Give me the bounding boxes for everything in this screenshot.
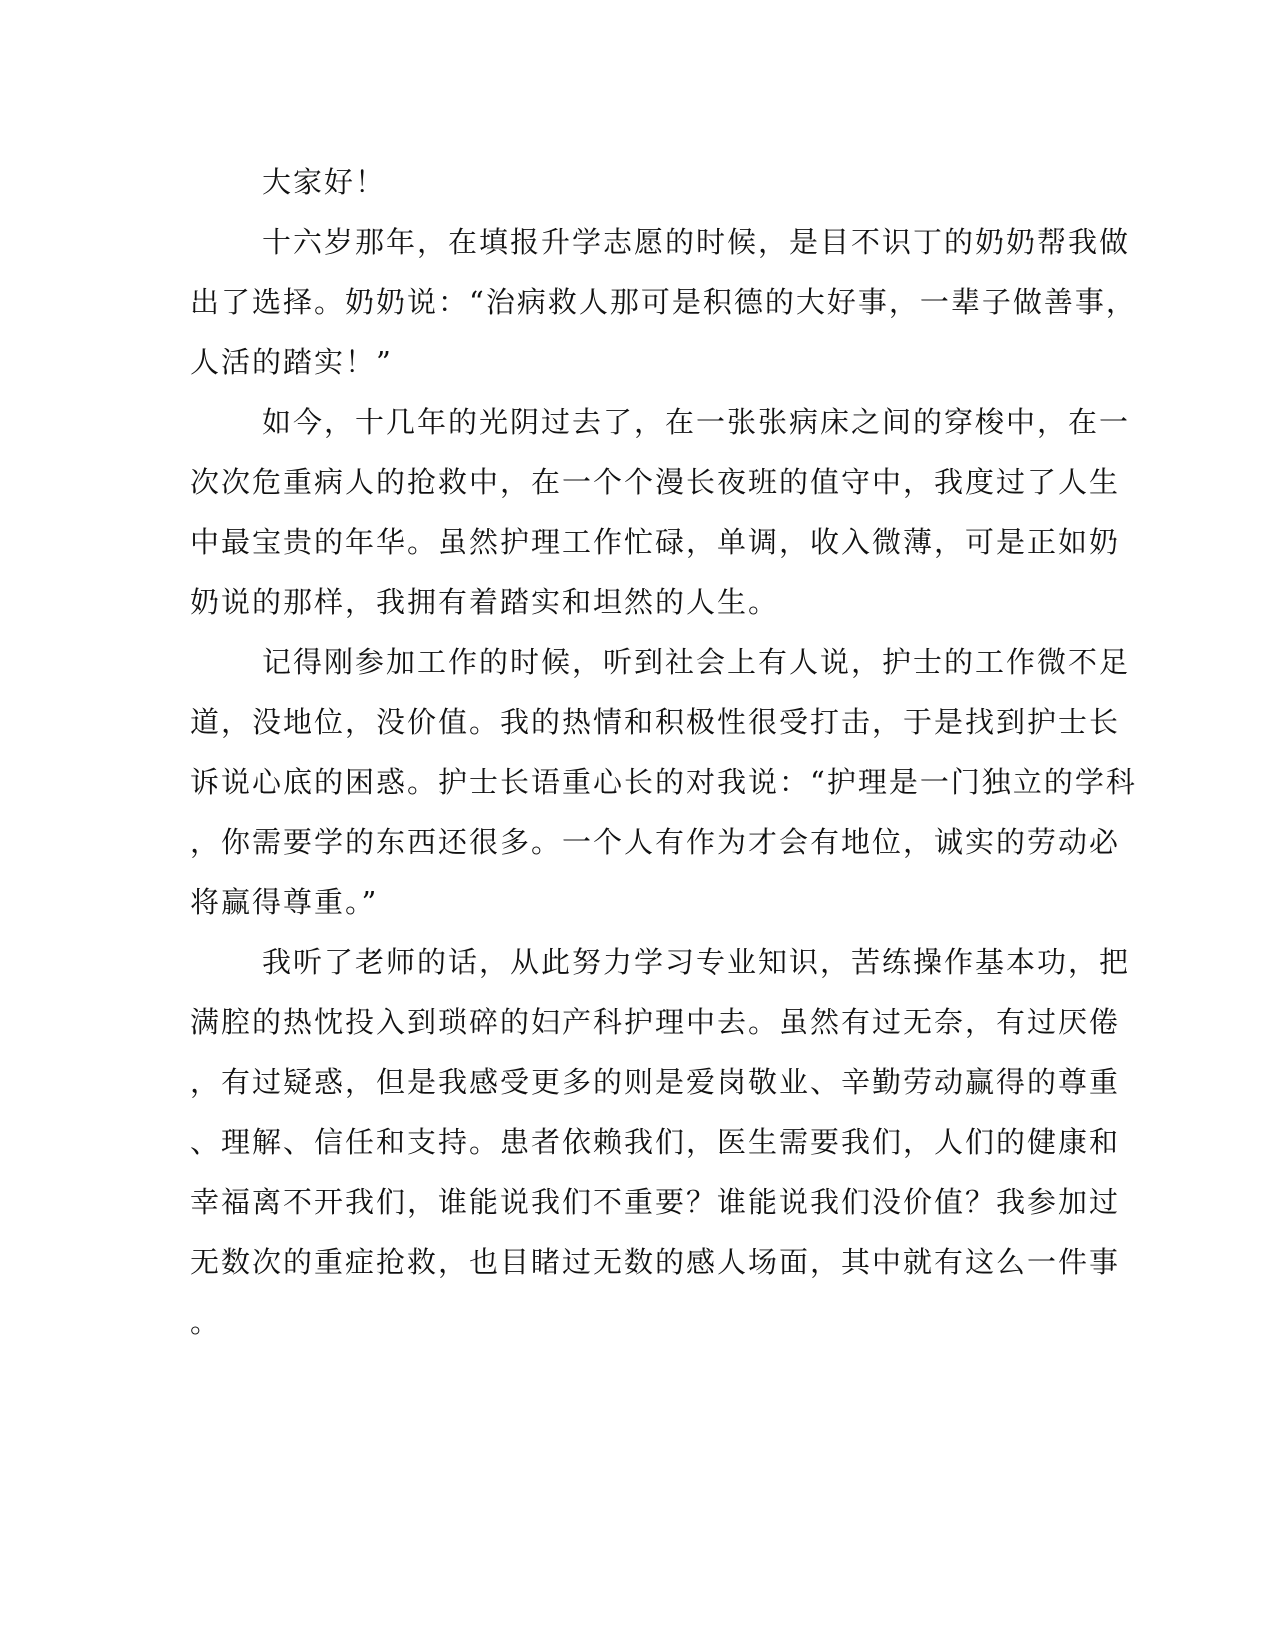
paragraph-4-line-5: 幸福离不开我们，谁能说我们不重要？谁能说我们没价值？我参加过 <box>190 1185 1121 1219</box>
paragraph-1-line-1: 十六岁那年，在填报升学志愿的时候，是目不识丁的奶奶帮我做 <box>262 225 1131 259</box>
paragraph-3-line-5: 将赢得尊重。” <box>190 885 379 919</box>
paragraph-1-line-2: 出了选择。奶奶说：“治病救人那可是积德的大好事，一辈子做善事， <box>190 285 1137 319</box>
paragraph-4-line-6: 无数次的重症抢救，也目睹过无数的感人场面，其中就有这么一件事 <box>190 1245 1121 1279</box>
paragraph-1-line-3: 人活的踏实！” <box>190 345 393 379</box>
paragraph-2-line-2: 次次危重病人的抢救中，在一个个漫长夜班的值守中，我度过了人生 <box>190 465 1121 499</box>
paragraph-4-line-7: 。 <box>190 1305 222 1339</box>
paragraph-2-line-1: 如今，十几年的光阴过去了，在一张张病床之间的穿梭中，在一 <box>262 405 1131 439</box>
paragraph-4-line-1: 我听了老师的话，从此努力学习专业知识，苦练操作基本功，把 <box>262 945 1131 979</box>
paragraph-4-line-4: 、理解、信任和支持。患者依赖我们，医生需要我们，人们的健康和 <box>190 1125 1121 1159</box>
paragraph-2-line-4: 奶说的那样，我拥有着踏实和坦然的人生。 <box>190 585 780 619</box>
paragraph-3-line-4: ，你需要学的东西还很多。一个人有作为才会有地位，诚实的劳动必 <box>190 825 1121 859</box>
paragraph-3-line-1: 记得刚参加工作的时候，听到社会上有人说，护士的工作微不足 <box>262 645 1131 679</box>
paragraph-3-line-3: 诉说心底的困惑。护士长语重心长的对我说：“护理是一门独立的学科 <box>190 765 1137 799</box>
greeting-line: 大家好！ <box>262 165 387 199</box>
paragraph-4-line-3: ，有过疑惑，但是我感受更多的则是爱岗敬业、辛勤劳动赢得的尊重 <box>190 1065 1121 1099</box>
paragraph-4-line-2: 满腔的热忱投入到琐碎的妇产科护理中去。虽然有过无奈，有过厌倦 <box>190 1005 1121 1039</box>
paragraph-2-line-3: 中最宝贵的年华。虽然护理工作忙碌，单调，收入微薄，可是正如奶 <box>190 525 1121 559</box>
paragraph-3-line-2: 道，没地位，没价值。我的热情和积极性很受打击，于是找到护士长 <box>190 705 1121 739</box>
